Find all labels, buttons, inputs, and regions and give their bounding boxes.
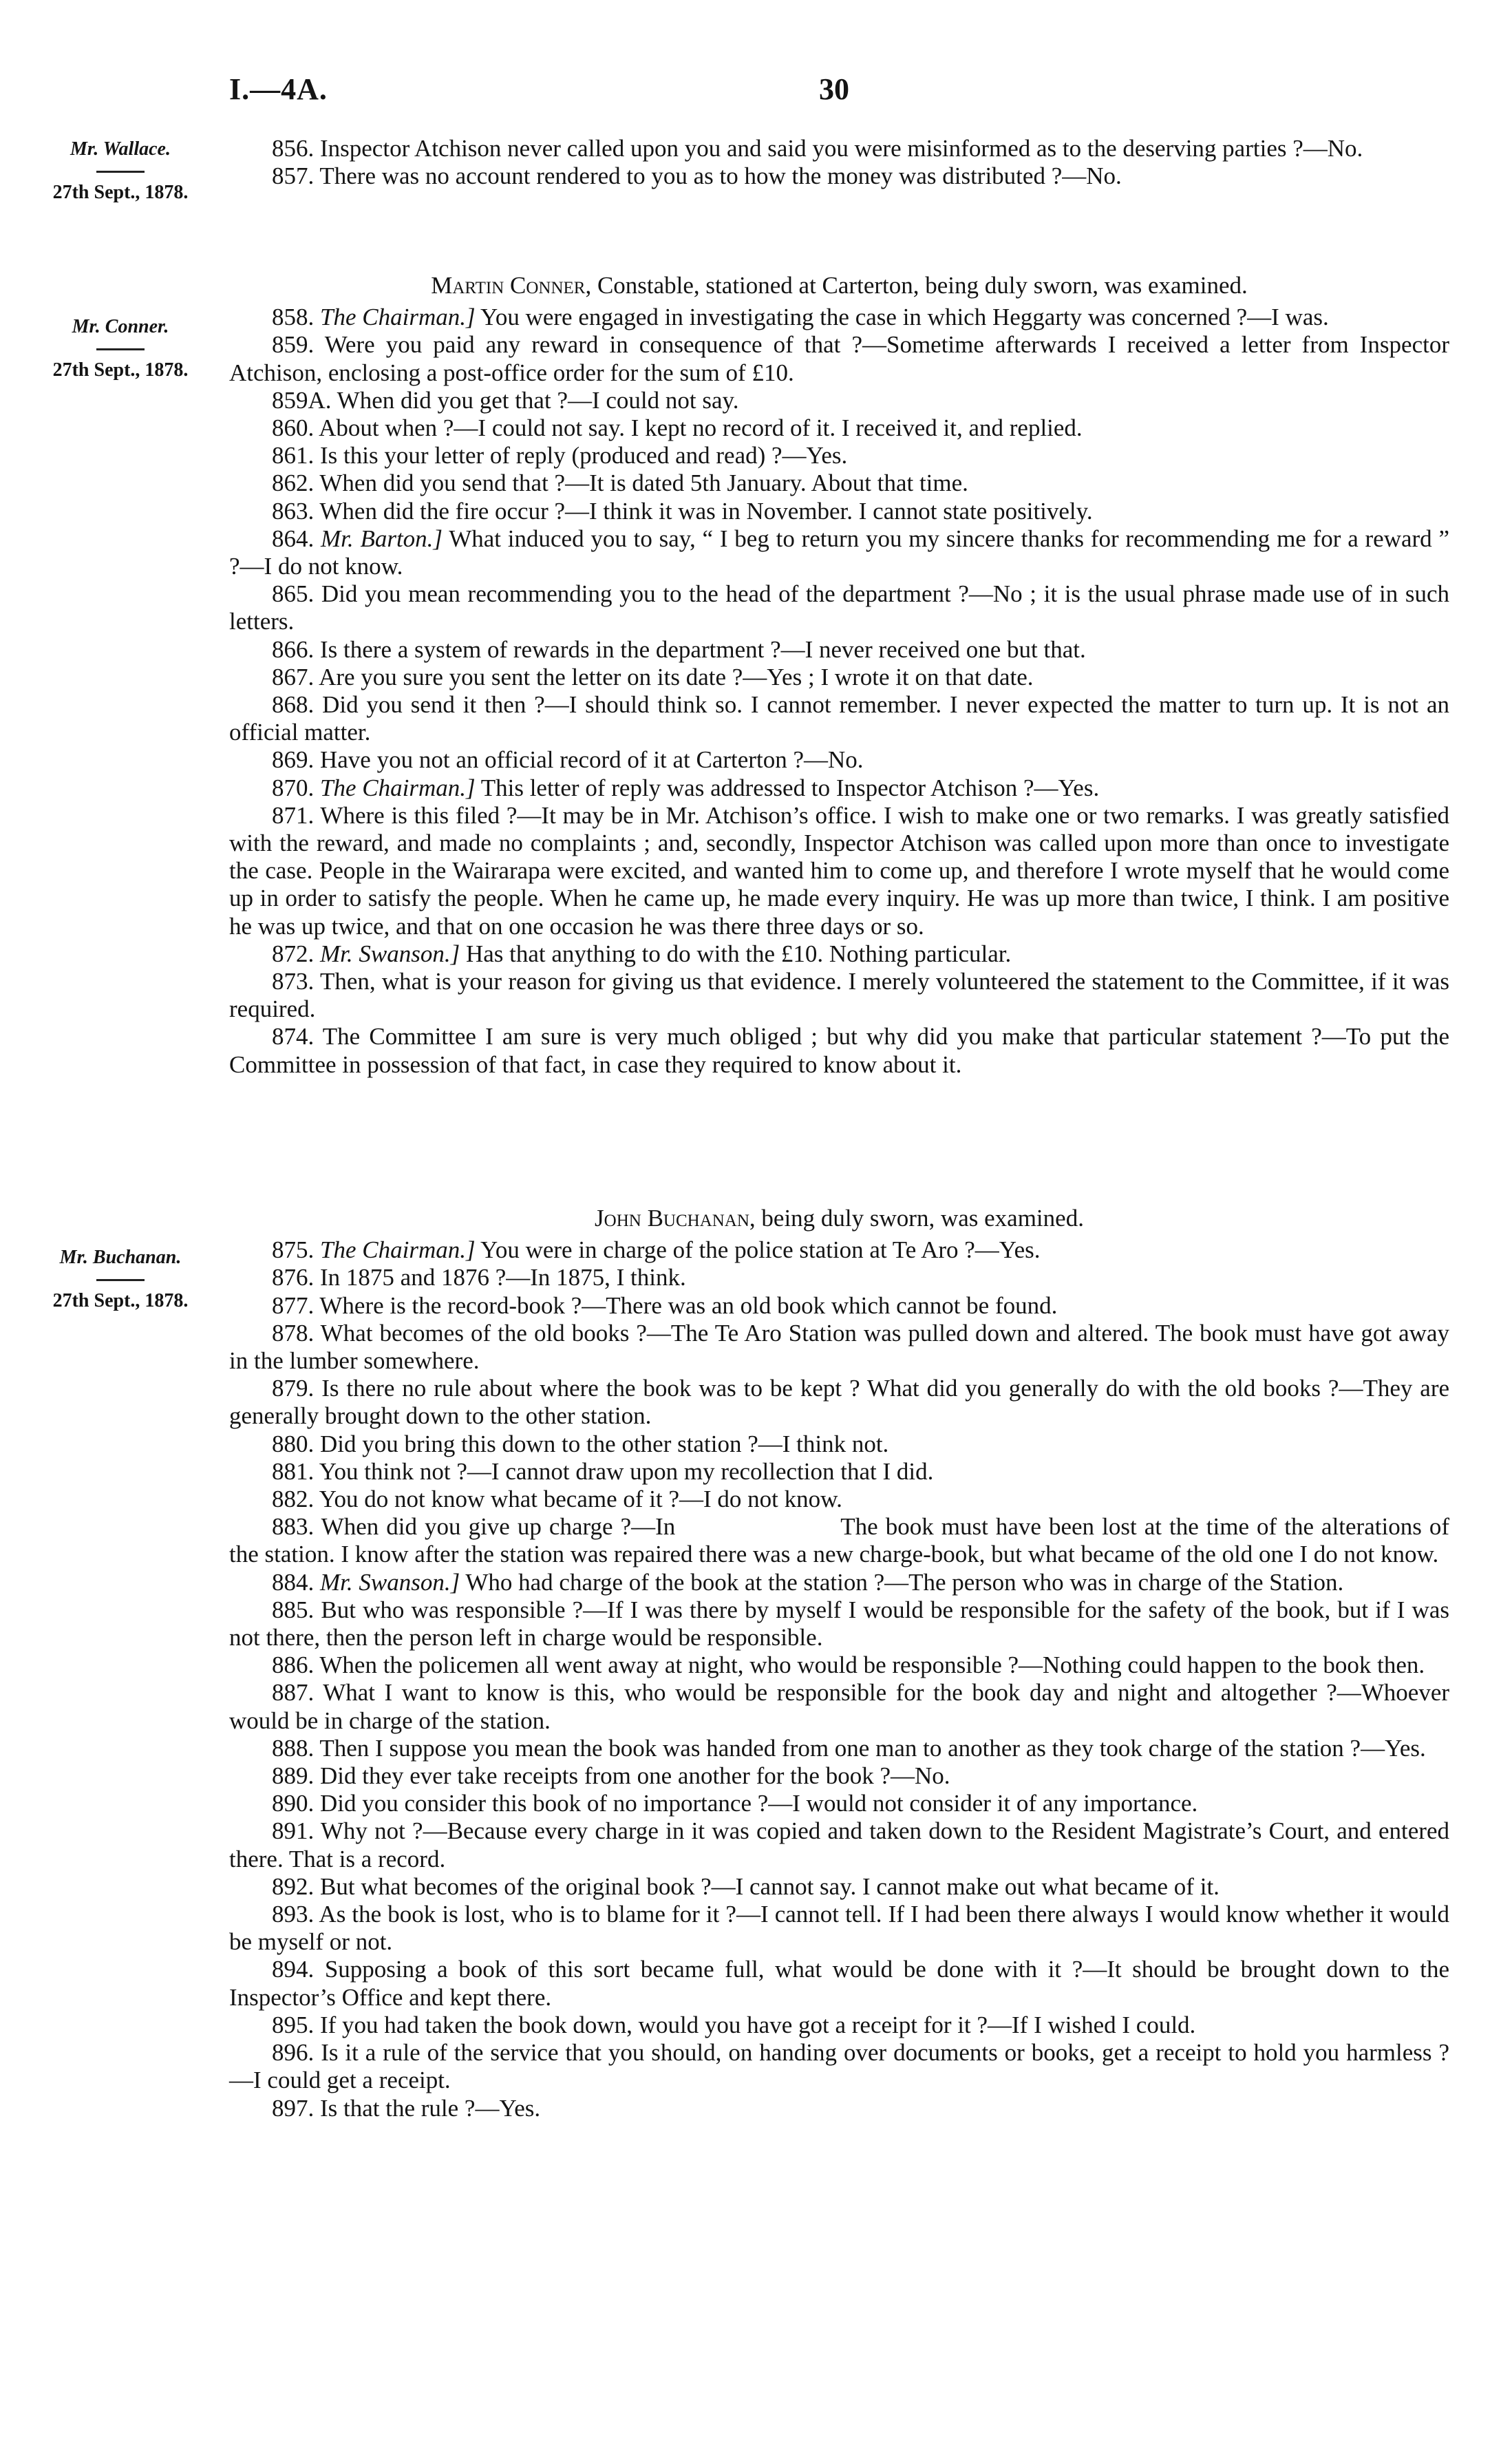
qa-paragraph: 878. What becomes of the old books ?—The Te Aro Station was pulled down and altered. The book must have got away in the lumber somewhere.: [229, 1319, 1449, 1375]
witness-name-margin: Mr. Wallace.: [70, 138, 171, 160]
qa-paragraph: 859A. When did you get that ?—I could not say.: [272, 386, 739, 414]
examination-date: 27th Sept., 1878.: [52, 182, 189, 203]
qa-paragraph: 882. You do not know what became of it ?—I do not know.: [272, 1486, 842, 1513]
testimony-body: [229, 272, 1449, 1079]
qa-paragraph: 867. Are you sure you sent the letter on its date ?—Yes ; I wrote it on that date.: [272, 663, 1034, 690]
witness-name-margin: Mr. Conner.: [72, 316, 169, 337]
qa-paragraph: 869. Have you not an official record of it at Carterton ?—No.: [272, 746, 864, 774]
qa-paragraph: 879. Is there no rule about where the book was to be kept ? What did you generally do with the old books ?—They are generally brought down to the other station.: [229, 1375, 1450, 1430]
qa-paragraph: 871. Where is this filed ?—It may be in Mr. Atchison’s office. I wish to make one or two remarks. I was greatly satisfied with the reward, and made no complaints ; and, secondly, Inspector Atchison was called upon more than once to investigate the case. People in the Wairarapa were excited, and wanted him to come up, and therefore I wrote myself that he would come up in order to satisfy the people. When he came up, he made every inquiry. He was up more than twice, I think. I am positive he was up twice, and that on one occasion he was there three days or so.: [229, 801, 1449, 940]
testimony-body: [229, 1205, 1449, 2122]
qa-paragraph: 896. Is it a rule of the service that you should, on handing over documents or books, get a receipt to hold you harmless ?—I could get a receipt.: [229, 2039, 1449, 2094]
testimony-body: [229, 135, 1449, 190]
qa-paragraph: 858. The Chairman.] You were engaged in investigating the case in which Heggarty was concerned ?—I was.: [272, 304, 1329, 331]
qa-paragraph: 880. Did you bring this down to the other station ?—I think not.: [272, 1430, 889, 1457]
qa-paragraph: 872. Mr. Swanson.] Has that anything to do with the £10. Nothing particular.: [272, 940, 1012, 967]
qa-paragraph: 866. Is there a system of rewards in the department ?—I never received one but that.: [272, 635, 1086, 663]
qa-paragraph: 887. What I want to know is this, who would be responsible for the book day and night and altogether ?—Whoever would be in charge of the station.: [229, 1679, 1450, 1734]
qa-paragraph: 897. Is that the rule ?—Yes.: [272, 2094, 541, 2122]
qa-paragraph: 885. But who was responsible ?—If I was there by myself I would be responsible for the safety of the book, but if I was not there, then the person left in charge would be responsible.: [229, 1596, 1449, 1651]
margin-divider: [96, 171, 145, 173]
qa-paragraph: 865. Did you mean recommending you to the head of the department ?—No ; it is the usual phrase made use of in such letters.: [229, 580, 1449, 635]
qa-paragraph: 873. Then, what is your reason for giving us that evidence. I merely volunteered the statement to the Committee, if it was required.: [229, 968, 1449, 1023]
qa-paragraph: 868. Did you send it then ?—I should think so. I cannot remember. I never expected the matter to turn up. It is not an official matter.: [229, 691, 1449, 746]
qa-paragraph: 881. You think not ?—I cannot draw upon my recollection that I did.: [272, 1457, 934, 1485]
document-reference: I.—4A.: [229, 72, 328, 106]
qa-paragraph: 884. Mr. Swanson.] Who had charge of the book at the station ?—The person who was in charge of the Station.: [272, 1568, 1344, 1596]
margin-note: [14, 315, 227, 382]
qa-paragraph: 888. Then I suppose you mean the book was handed from one man to another as they took charge of the station ?—Yes.: [272, 1734, 1426, 1762]
qa-paragraph: 892. But what becomes of the original book ?—I cannot say. I cannot make out what became of it.: [272, 1872, 1220, 1900]
qa-paragraph: 875. The Chairman.] You were in charge of the police station at Te Aro ?—Yes.: [272, 1236, 1041, 1264]
qa-paragraph: 894. Supposing a book of this sort became full, what would be done with it ?—It should be brought down to the Inspector’s Office and kept there.: [229, 1956, 1449, 2011]
witness-name-margin: Mr. Buchanan.: [59, 1247, 182, 1268]
examination-date: 27th Sept., 1878.: [52, 1290, 189, 1311]
margin-divider: [96, 1279, 145, 1281]
qa-paragraph: 861. Is this your letter of reply (produced and read) ?—Yes.: [272, 442, 848, 469]
margin-divider: [96, 348, 145, 350]
page-number: 30: [819, 72, 849, 106]
qa-paragraph: 864. Mr. Barton.] What induced you to say, “ I beg to return you my sincere thanks for recommending me for a reward ” ?—I do not know.: [229, 525, 1449, 580]
margin-note: [14, 138, 227, 204]
qa-paragraph: 877. Where is the record-book ?—There was an old book which cannot be found.: [272, 1291, 1058, 1319]
qa-paragraph: 886. When the policemen all went away at night, who would be responsible ?—Nothing could happen to the book then.: [272, 1651, 1425, 1679]
witness-heading: Martin Conner, Constable, stationed at Carterton, being duly sworn, was examined.: [431, 272, 1248, 299]
margin-note: [14, 1246, 227, 1313]
qa-paragraph: 863. When did the fire occur ?—I think it was in November. I cannot state positively.: [272, 497, 1093, 525]
qa-paragraph: 870. The Chairman.] This letter of reply was addressed to Inspector Atchison ?—Yes.: [272, 774, 1100, 801]
qa-paragraph: 874. The Committee I am sure is very much obliged ; but why did you make that particular statement ?—To put the Committee in possession of that fact, in case they required to know about it.: [229, 1023, 1449, 1078]
qa-paragraph: 857. There was no account rendered to you as to how the money was distributed ?—No.: [272, 162, 1122, 190]
qa-paragraph: 883. When did you give up charge ?—In The book must have been lost at the time of the alterations of the station. I know after the station was repaired there was a new charge-book, but what became of the old one I do not know.: [229, 1513, 1450, 1568]
qa-paragraph: 862. When did you send that ?—It is dated 5th January. About that time.: [272, 469, 968, 497]
witness-heading: John Buchanan, being duly sworn, was examined.: [595, 1205, 1084, 1232]
qa-paragraph: 893. As the book is lost, who is to blame for it ?—I cannot tell. If I had been there always I would know whether it would be myself or not.: [229, 1901, 1449, 1956]
qa-paragraph: 860. About when ?—I could not say. I kept no record of it. I received it, and replied.: [272, 414, 1083, 442]
qa-paragraph: 859. Were you paid any reward in consequence of that ?—Sometime afterwards I received a letter from Inspector Atchison, enclosing a post-office order for the sum of £10.: [229, 331, 1449, 386]
qa-paragraph: 890. Did you consider this book of no importance ?—I would not consider it of any importance.: [272, 1790, 1198, 1817]
examination-date: 27th Sept., 1878.: [52, 359, 189, 381]
qa-paragraph: 895. If you had taken the book down, would you have got a receipt for it ?—If I wished I could.: [272, 2011, 1196, 2038]
qa-paragraph: 891. Why not ?—Because every charge in it was copied and taken down to the Resident Magistrate’s Court, and entered there. That is a record.: [229, 1817, 1449, 1872]
qa-paragraph: 876. In 1875 and 1876 ?—In 1875, I think.: [272, 1264, 686, 1291]
qa-paragraph: 889. Did they ever take receipts from one another for the book ?—No.: [272, 1762, 950, 1790]
qa-paragraph: 856. Inspector Atchison never called upon you and said you were misinformed as to the deserving parties ?—No.: [272, 135, 1363, 162]
